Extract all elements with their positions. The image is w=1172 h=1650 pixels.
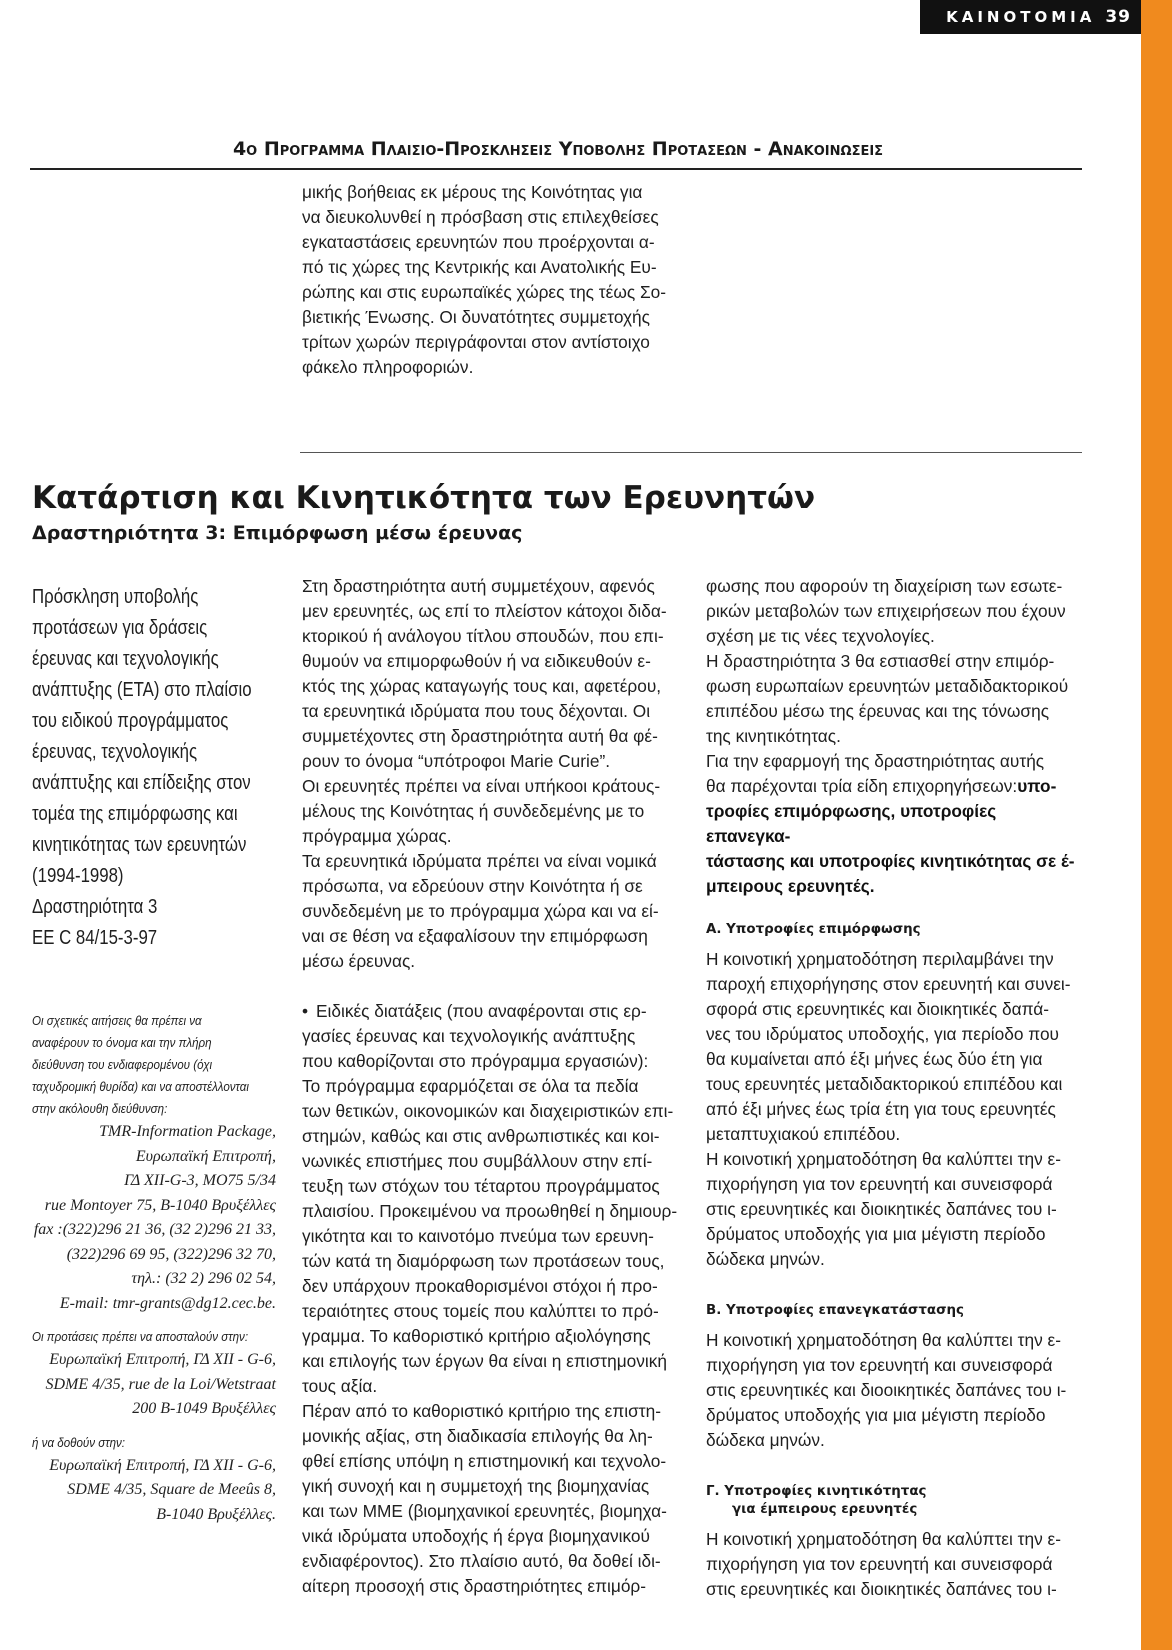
- text-line: γραμμα. Το καθοριστικό κριτήριο αξιολόγησης: [302, 1326, 651, 1346]
- paragraph-internal-changes: [706, 574, 1084, 649]
- address-delivery: [32, 1454, 276, 1528]
- text-line: των θετικών, οικονομικών και διαχειριστικών επι-: [302, 1101, 674, 1121]
- text-line: τομέα της επιμόρφωσης και: [32, 803, 238, 825]
- text-line: τρίτων χωρών περιγράφονται στον αντίστοιχο: [302, 332, 650, 352]
- text-line: Για την εφαρμογή της δραστηριότητας αυτής: [706, 751, 1045, 771]
- section-tab: [920, 0, 1141, 34]
- text-line: μπειρους ερευνητές.: [706, 876, 875, 896]
- text-line: επιπέδου μέσω της έρευνας και της τόνωσης: [706, 701, 1050, 721]
- text-line: δρύματος υποδοχής για μια μέγιστη περίοδο: [706, 1224, 1046, 1244]
- text-line: Πρόσκληση υποβολής: [32, 586, 199, 608]
- text-line: μέσω έρευνας.: [302, 951, 416, 971]
- text-line: Η κοινοτική χρηματοδότηση περιλαμβάνει την: [706, 949, 1054, 969]
- paragraph-institutions: [302, 849, 680, 974]
- text-line: • Ειδικές διατάξεις (που αναφέρονται στις ερ-: [302, 999, 680, 1024]
- section-subtitle: Δραστηριότητα 3: Επιμόρφωση μέσω έρευνας: [32, 522, 523, 544]
- text-line: Η κοινοτική χρηματοδότηση θα καλύπτει την ε-: [706, 1529, 1061, 1549]
- text-line: B-1040 Βρυξέλλες.: [156, 1505, 276, 1523]
- subheading-training-fellowships: Α. Υποτροφίες επιμόρφωσης: [706, 922, 921, 937]
- text-line: ταχυδρομική θυρίδα) και να αποστέλλονται: [32, 1080, 249, 1094]
- text-line: που καθορίζονται στο πρόγραμμα εργασιών):: [302, 1051, 649, 1071]
- text-line: δώδεκα μηνών.: [706, 1249, 825, 1269]
- text-line: ρουν το όνομα “υπότροφοι Marie Curie”.: [302, 751, 611, 771]
- text-line: Στη δραστηριότητα αυτή συμμετέχουν, αφενός: [302, 576, 655, 596]
- paragraph-grant-types: [706, 749, 1084, 899]
- text-line: θυμούν να επιμορφωθούν ή να ειδικευθούν ε-: [302, 651, 651, 671]
- text-line: Τα ερευνητικά ιδρύματα πρέπει να είναι νομικά: [302, 851, 657, 871]
- address-tmr-info: [32, 1120, 276, 1316]
- text-line: και επιλογής των έργων θα είναι η επιστημονική: [302, 1351, 668, 1371]
- text-line: φωση ευρωπαίων ερευνητών μεταδιδακτορικού: [706, 676, 1069, 696]
- header-rule: [30, 168, 1082, 170]
- text-line: σχέση με τις νέες τεχνολογίες.: [706, 626, 935, 646]
- paragraph-selection: [302, 1399, 680, 1599]
- text-line: μικής βοήθειας εκ μέρους της Κοινότητας για: [302, 182, 643, 202]
- orange-accent-strip: [1141, 0, 1172, 1650]
- paragraph-activity-focus: [706, 649, 1084, 749]
- text-line: γική συνοχή και η συμμετοχή της βιομηχανίας: [302, 1476, 650, 1496]
- text-line: από έξι μήνες έως τρία έτη για τους ερευνητές: [706, 1099, 1056, 1119]
- text-line: νικά ιδρύματα υποδοχής ή έργα βιομηχανικού: [302, 1526, 650, 1546]
- text-line: στημών, καθώς και στις ανθρωπιστικές και κοι-: [302, 1126, 660, 1146]
- grant-types-bold-start: υπο-: [1017, 776, 1057, 796]
- text-line: Οι ερευνητές πρέπει να είναι υπήκοοι κράτους-: [302, 776, 661, 796]
- text-line: φάκελο πληροφοριών.: [302, 357, 474, 377]
- paragraph-training-funding-2: [706, 1147, 1084, 1272]
- text-line: Οι σχετικές αιτήσεις θα πρέπει να: [32, 1014, 202, 1028]
- text-line: E-mail: tmr-grants@dg12.cec.be.: [59, 1294, 276, 1312]
- section-tab-label: ΚΑΙΝΟΤΟΜΙΑ: [946, 8, 1096, 26]
- text-line: TMR-Information Package,: [99, 1123, 276, 1140]
- text-line: δώδεκα μηνών.: [706, 1430, 825, 1450]
- text-line: στις ερευνητικές και διοοικητικές δαπάνες του ι-: [706, 1380, 1067, 1400]
- text-line: πιχορήγηση για τον ερευνητή και συνεισφορά: [706, 1174, 1053, 1194]
- sidebar-notes: [32, 1010, 276, 1527]
- text-line: rue Montoyer 75, B-1040 Βρυξέλλες: [44, 1196, 276, 1214]
- text-line: έρευνας, τεχνολογικής: [32, 741, 198, 763]
- text-line: (1994-1998): [32, 865, 124, 887]
- text-line: τάστασης και υποτροφίες κινητικότητας σε έ-: [706, 851, 1075, 871]
- text-line: αναφέρουν το όνομα και την πλήρη: [32, 1036, 212, 1050]
- text-line: μεταπτυχιακού επιπέδου.: [706, 1124, 901, 1144]
- text-line: (322)296 69 95, (322)296 32 70,: [66, 1245, 276, 1263]
- text-line: τηλ.: (32 2) 296 02 54,: [131, 1270, 276, 1287]
- text-line: Η δραστηριότητα 3 θα εστιασθεί στην επιμόρ-: [706, 651, 1055, 671]
- running-header: 4ο Πρoγραμμα Πλαισιο-Προσκλησεις Υποβολης Προτασεων - Ανακοινωσεις: [232, 138, 884, 160]
- text-line: μονικής αξίας, στη διαδικασία επιλογής θα λη-: [302, 1426, 653, 1446]
- text-line: θα παρέχονται τρία είδη επιχορηγήσεων:: [706, 776, 1018, 796]
- text-line: θα κυμαίνεται από έξι μήνες έως δύο έτη για: [706, 1049, 1043, 1069]
- text-line: κινητικότητας των ερευνητών: [32, 834, 247, 856]
- text-line: Ευρωπαϊκή Επιτροπή, ΓΔ XII - G-6,: [49, 1351, 276, 1368]
- text-line: μεν ερευνητές, ως επί το πλείστον κάτοχοι διδα-: [302, 601, 667, 621]
- paragraph-participants: [302, 574, 680, 774]
- text-line: γικότητα και το καινοτόμο πνεύμα των ερευνη-: [302, 1226, 654, 1246]
- text-line: φθεί επίσης υπόψη η επιστημονική και τεχνολο-: [302, 1451, 667, 1471]
- subheading-mobility-fellowships: [706, 1483, 1084, 1519]
- text-line: τα ερευνητικά ιδρύματα που τους δέχονται. Οι: [302, 701, 651, 721]
- paragraph-special-provisions: [302, 999, 680, 1074]
- text-line: νωνικές επιστήμες που συμβάλλουν στην επί-: [302, 1151, 653, 1171]
- paragraph-mobility-funding: [706, 1527, 1084, 1602]
- text-line: της κινητικότητας.: [706, 726, 841, 746]
- delivery-note: ή να δοθούν στην:: [32, 1435, 126, 1450]
- submission-note: Οι προτάσεις πρέπει να αποσταλούν στην:: [32, 1330, 249, 1344]
- text-line: και των ΜΜΕ (βιομηχανικοί ερευνητές, βιομηχα-: [302, 1501, 667, 1521]
- text-line: τους αξία.: [302, 1376, 378, 1396]
- grant-types-bold: [706, 801, 1075, 896]
- sidebar-lead: [32, 582, 281, 954]
- text-line: ΓΔ XII-G-3, MO75 5/34: [124, 1172, 276, 1189]
- text-line: πιχορήγηση για τον ερευνητή και συνεισφορά: [706, 1355, 1053, 1375]
- text-line: SDME 4/35, rue de la Loi/Wetstraat: [45, 1375, 276, 1393]
- text-line: Ευρωπαϊκή Επιτροπή, ΓΔ XII - G-6,: [49, 1456, 276, 1474]
- text-line: πρόγραμμα χώρας.: [302, 826, 452, 846]
- right-column: [706, 574, 1084, 1602]
- text-line: έρευνας και τεχνολογικής: [32, 648, 219, 670]
- grant-types-intro: [706, 751, 1044, 796]
- address-submission: [32, 1348, 276, 1422]
- text-line: fax :(322)296 21 36, (32 2)296 21 33,: [33, 1221, 276, 1238]
- text-line: αίτερη προσοχή στις δραστηριότητες επιμόρ-: [302, 1576, 647, 1596]
- intro-continuation: [302, 180, 680, 380]
- text-line: δεν υπάρχουν προκαθορισμένοι στόχοι ή προ-: [302, 1276, 658, 1296]
- text-line: ρώπης και στις ευρωπαϊκές χώρες της τέως Σο-: [302, 282, 667, 302]
- text-line: ανάπτυξης (ΕΤΑ) στο πλαίσιο: [32, 679, 252, 701]
- text-line: νες του ιδρύματος υποδοχής, για περίοδο που: [706, 1024, 1059, 1044]
- text-line: τους ερευνητές μεταδιδακτορικού επιπέδου και: [706, 1074, 1063, 1094]
- text-line: τεραιότητες στους τομείς που καλύπτει το πρό-: [302, 1301, 659, 1321]
- text-line: στις ερευνητικές και διοικητικές δαπάνες του ι-: [706, 1199, 1057, 1219]
- paragraph-program-scope: [302, 1074, 680, 1399]
- text-line: πό τις χώρες της Κεντρικής και Ανατολικής Ευ-: [302, 257, 657, 277]
- text-line: στην ακόλουθη διεύθυνση:: [32, 1102, 168, 1116]
- text-line: φωσης που αφορούν τη διαχείριση των εσωτε-: [706, 576, 1063, 596]
- text-line: Ευρωπαϊκή Επιτροπή,: [135, 1147, 276, 1165]
- text-line: ρικών μεταβολών των επιχειρήσεων που έχουν: [706, 601, 1066, 621]
- section-divider: [300, 452, 1082, 453]
- application-note: [32, 1010, 276, 1120]
- text-line: Η κοινοτική χρηματοδότηση θα καλύπτει την ε-: [706, 1149, 1061, 1169]
- bullet-icon: •: [302, 1001, 309, 1021]
- text-line: πρόσωπα, να εδρεύουν στην Κοινότητα ή σε: [302, 876, 643, 896]
- text-line: ανάπτυξης και επίδειξης στον: [32, 772, 251, 794]
- page-number: 39: [1105, 7, 1131, 27]
- middle-column: [302, 574, 680, 1599]
- text-line: Πέραν από το καθοριστικό κριτήριο της επιστη-: [302, 1401, 661, 1421]
- text-line: να διευκολυνθεί η πρόσβαση στις επιλεχθείσες: [302, 207, 659, 227]
- sidebar-call-info: [32, 582, 280, 954]
- text-line: διεύθυνση του ενδιαφερομένου (όχι: [32, 1058, 213, 1072]
- text-line: γασίες έρευνας και τεχνολογικής ανάπτυξης: [302, 1026, 636, 1046]
- text-line: κτός της χώρας καταγωγής τους και, αφετέρου,: [302, 676, 662, 696]
- text-line: εγκαταστάσεις ερευνητών που προέρχονται α-: [302, 232, 655, 252]
- text-line: στις ερευνητικές και διοικητικές δαπάνες του ι-: [706, 1579, 1057, 1599]
- paragraph-reintegration-funding: [706, 1328, 1084, 1453]
- text-line: μέλους της Κοινότητας ή συνδεδεμένης με το: [302, 801, 645, 821]
- subheading-reintegration-fellowships: Β. Υποτροφίες επανεγκατάστασης: [706, 1303, 964, 1318]
- text-line: ενδιαφέροντος). Στο πλαίσιο αυτό, θα δοθεί ιδι-: [302, 1551, 661, 1571]
- paragraph-training-funding: [706, 947, 1084, 1147]
- subheading-mobility-line1: Γ. Υποτροφίες κινητικότητας: [706, 1484, 927, 1499]
- text-line: ΕΕ C 84/15-3-97: [32, 927, 158, 949]
- text-line: Δραστηριότητα 3: [32, 896, 158, 918]
- text-line: συμμετέχοντες στη δραστηριότητα αυτή θα φέ-: [302, 726, 658, 746]
- text-line: SDME 4/35, Square de Meeûs 8,: [67, 1481, 276, 1498]
- text-line: 200 B-1049 Βρυξέλλες: [132, 1400, 276, 1417]
- text-line: τευξη των στόχων του τέταρτου προγράμματος: [302, 1176, 660, 1196]
- text-line: πλαισίου. Προκειμένου να προωθηθεί η δημιουρ-: [302, 1201, 678, 1221]
- text-line: τών κατά τη διαμόρφωση των προτάσεων τους,: [302, 1251, 665, 1271]
- text-line: Το πρόγραμμα εφαρμόζεται σε όλα τα πεδία: [302, 1076, 639, 1096]
- text-line: προτάσεων για δράσεις: [32, 617, 208, 639]
- section-title: Κατάρτιση και Κινητικότητα των Ερευνητών: [32, 480, 816, 516]
- text-line: δρύματος υποδοχής για μια μέγιστη περίοδο: [706, 1405, 1046, 1425]
- text-line: πιχορήγηση για τον ερευνητή και συνεισφορά: [706, 1554, 1053, 1574]
- text-line: ναι σε θέση να εξαφαλίσουν την επιμόρφωση: [302, 926, 648, 946]
- text-line: κτορικού ή ανάλογου τίτλου σπουδών, που επι-: [302, 626, 664, 646]
- text-line: του ειδικού προγράμματος: [32, 710, 229, 732]
- text-line: Η κοινοτική χρηματοδότηση θα καλύπτει την ε-: [706, 1330, 1061, 1350]
- text-line: παροχή επιχορήγησης στον ερευνητή και συνει-: [706, 974, 1071, 994]
- text-line: συνδεδεμένη με το πρόγραμμα χώρα και να εί-: [302, 901, 659, 921]
- text-line: σφορά στις ερευνητικές και διοικητικές δαπά-: [706, 999, 1050, 1019]
- paragraph-nationality: [302, 774, 680, 849]
- text-line: βιετικής Ένωσης. Οι δυνατότητες συμμετοχής: [302, 307, 650, 327]
- subheading-mobility-line2: για έμπειρους ερευνητές: [732, 1502, 918, 1517]
- text-line: τροφίες επιμόρφωσης, υποτροφίες επανεγκα-: [706, 801, 997, 846]
